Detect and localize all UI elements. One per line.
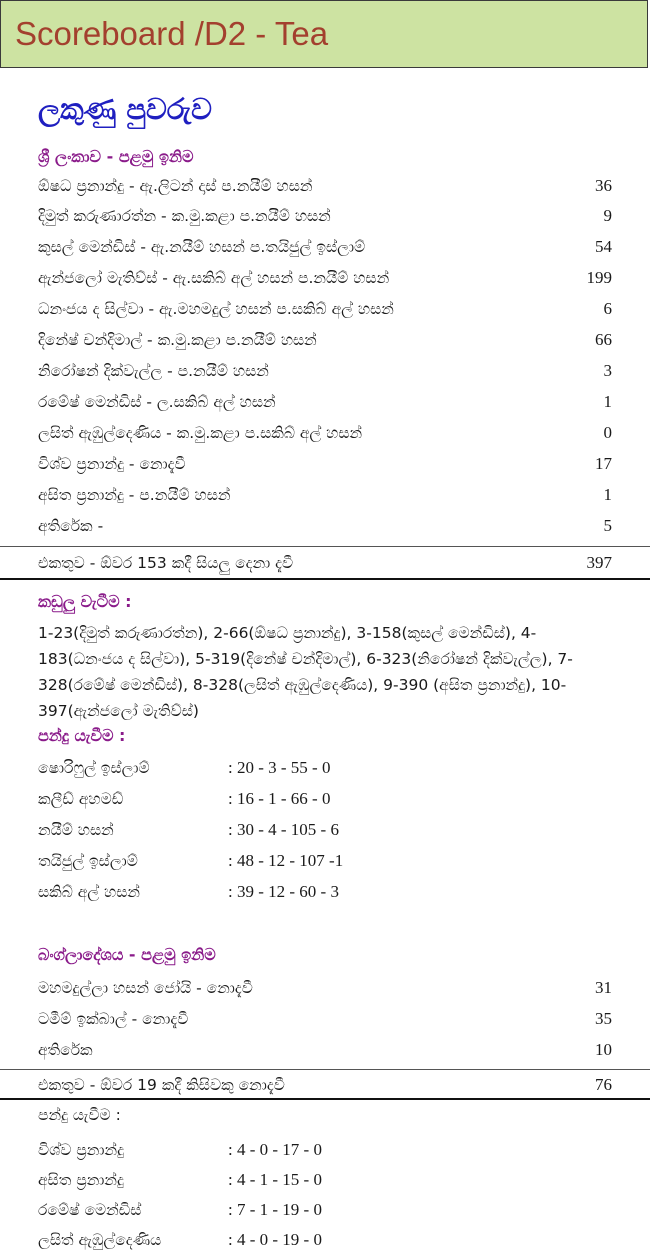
batting-row <box>38 419 650 447</box>
batsman-label: රමේෂ් මෙන්ඩිස් - ල.සකිබ් අල් හසන් <box>38 393 276 411</box>
bowler-name: අසිත ප්‍රනාන්දු <box>38 1171 124 1189</box>
runs: 17 <box>595 454 612 473</box>
bowler-figures: : 30 - 4 - 105 - 6 <box>228 820 339 839</box>
batting-row <box>38 450 650 478</box>
bowling-row <box>38 754 598 782</box>
batting-row <box>38 1036 650 1064</box>
batting-row <box>38 202 650 230</box>
runs: 35 <box>595 1009 612 1028</box>
total-row <box>38 1071 650 1099</box>
page-heading: ලකුණු පුවරුව <box>38 92 212 126</box>
runs: 0 <box>603 423 612 442</box>
bowler-name: කලීඩ් අහමඩ් <box>38 790 124 808</box>
batting-row <box>38 388 650 416</box>
total-runs: 76 <box>595 1075 612 1094</box>
batsman-label: ඕෂධ ප්‍රනාන්දු - ඇ.ලිටන් දාස් ප.නයීම් හසන් <box>38 177 313 195</box>
bowling-row <box>38 1136 598 1164</box>
batsman-label: නිරෝෂන් දික්වැල්ල - ප.නයීම් හසන් <box>38 362 269 380</box>
divider <box>0 546 650 547</box>
runs: 9 <box>603 206 612 225</box>
batsman-label: ඇන්ජලෝ මැතිව්ස් - ඇ.සකිබ් අල් හසන් ප.නයීම් හසන් <box>38 269 390 287</box>
runs: 3 <box>603 361 612 380</box>
runs: 31 <box>595 978 612 997</box>
extras-label: අතිරේක <box>38 1041 93 1059</box>
divider <box>0 1069 650 1070</box>
batsman-label: ධනංජය ද සිල්වා - ඇ.මහමදුල් හසන් ප.සකිබ් අල් හසන් <box>38 300 394 318</box>
total-runs: 397 <box>586 553 612 572</box>
title-banner <box>0 0 648 68</box>
bowler-figures: : 4 - 0 - 19 - 0 <box>228 1230 322 1249</box>
bowler-name: සකිබ් අල් හසන් <box>38 883 140 901</box>
batting-row <box>38 481 650 509</box>
batting-row <box>38 512 650 540</box>
bowling-row <box>38 785 598 813</box>
extras-label: අතිරේක - <box>38 517 104 535</box>
batsman-label: මහමදුල්ලා හසන් ජෝයි - නොදැවී <box>38 979 253 997</box>
bd-bowling-title: පන්දු යැවීම : <box>38 1106 121 1124</box>
bowler-name: නයීම් හසන් <box>38 821 114 839</box>
divider <box>0 578 650 580</box>
batsman-label: දිනේෂ් චන්දිමාල් - ක.මු.කළා ප.නයීම් හසන් <box>38 331 317 349</box>
banner-title: Scoreboard /D2 - Tea <box>15 15 329 52</box>
fow-title: කඩුලු වැටීම : <box>38 592 132 611</box>
batsman-label: විශ්ව ප්‍රනාන්දු - නොදැවී <box>38 455 186 473</box>
batting-row <box>38 233 650 261</box>
bowler-figures: : 4 - 0 - 17 - 0 <box>228 1140 322 1159</box>
runs: 1 <box>603 392 612 411</box>
bowler-figures: : 20 - 3 - 55 - 0 <box>228 758 331 777</box>
bowler-name: විශ්ව ප්‍රනාන්දු <box>38 1141 124 1159</box>
batting-row <box>38 1005 650 1033</box>
bowling-row <box>38 1226 598 1254</box>
runs: 199 <box>586 268 612 287</box>
bowler-name: ෂොරිෆුල් ඉස්ලාම් <box>38 759 150 777</box>
batting-row <box>38 172 650 200</box>
bowler-figures: : 4 - 1 - 15 - 0 <box>228 1170 322 1189</box>
batsman-label: දිමුත් කරුණාරත්න - ක.මු.කළා ප.නයීම් හසන් <box>38 207 331 225</box>
bowler-name: තයිජුල් ඉස්ලාම් <box>38 852 138 870</box>
total-label: එකතුව - ඕවර 19 කදී කිසිවකු නොදැවී <box>38 1076 285 1094</box>
runs: 36 <box>595 176 612 195</box>
bd-innings-title: බංග්ලාදේශය - පළමු ඉනිම <box>38 945 216 964</box>
sl-innings-title: ශ්‍රී ලංකාව - පළමු ඉනිම <box>38 147 194 166</box>
fall-of-wickets: 1-23(දිමුත් කරුණාරත්න), 2-66(ඕෂධ ප්‍රනාන්දු), 3-158(කුසල් මෙන්ඩිස්), 4-183(ධනංජය ද සිල්වා), 5-319(දිනේෂ් චන්දිමාල්), 6-323(නිරෝෂන් දික්වැල්ල), 7-328(රමේෂ් මෙන්ඩිස්), 8-328(ලසිත් ඇඹුල්දෙණිය), 9-390 (අසිත ප්‍රනාන්දු), 10-397(ඇන්ජලෝ මැතිව්ස්) <box>38 624 573 720</box>
batsman-label: ලසිත් ඇඹුල්දෙණිය - ක.මු.කළා ප.සකිබ් අල් හසන් <box>38 424 363 442</box>
total-label: එකතුව - ඕවර 153 කදී සියලු දෙනා දැවී <box>38 554 294 572</box>
bowling-row <box>38 1166 598 1194</box>
runs: 6 <box>603 299 612 318</box>
runs: 5 <box>603 516 612 535</box>
bowling-row <box>38 1196 598 1224</box>
runs: 66 <box>595 330 612 349</box>
divider <box>0 1098 650 1100</box>
batting-row <box>38 295 650 323</box>
batting-row <box>38 326 650 354</box>
batting-row <box>38 264 650 292</box>
runs: 54 <box>595 237 612 256</box>
bowling-row <box>38 816 598 844</box>
bowler-figures: : 39 - 12 - 60 - 3 <box>228 882 339 901</box>
bowler-name: රමේෂ් මෙන්ඩිස් <box>38 1201 142 1219</box>
batsman-label: කුසල් මෙන්ඩිස් - ඇ.නයීම් හසන් ප.තයිජුල් ඉස්ලාම් <box>38 238 366 256</box>
runs: 10 <box>595 1040 612 1059</box>
batting-row <box>38 974 650 1002</box>
bowler-figures: : 7 - 1 - 19 - 0 <box>228 1200 322 1219</box>
bowler-name: ලසිත් ඇඹුල්දෙණිය <box>38 1231 162 1249</box>
total-row <box>38 549 650 577</box>
sl-bowling-title: පන්දු යැවීම : <box>38 726 126 745</box>
runs: 1 <box>603 485 612 504</box>
bowling-row <box>38 847 598 875</box>
batsman-label: ටමීම් ඉක්බාල් - නොදැවී <box>38 1010 189 1028</box>
batsman-label: අසිත ප්‍රනාන්දු - ප.නයීම් හසන් <box>38 486 231 504</box>
batting-row <box>38 357 650 385</box>
bowler-figures: : 16 - 1 - 66 - 0 <box>228 789 331 808</box>
bowling-row <box>38 878 598 906</box>
bowler-figures: : 48 - 12 - 107 -1 <box>228 851 344 870</box>
